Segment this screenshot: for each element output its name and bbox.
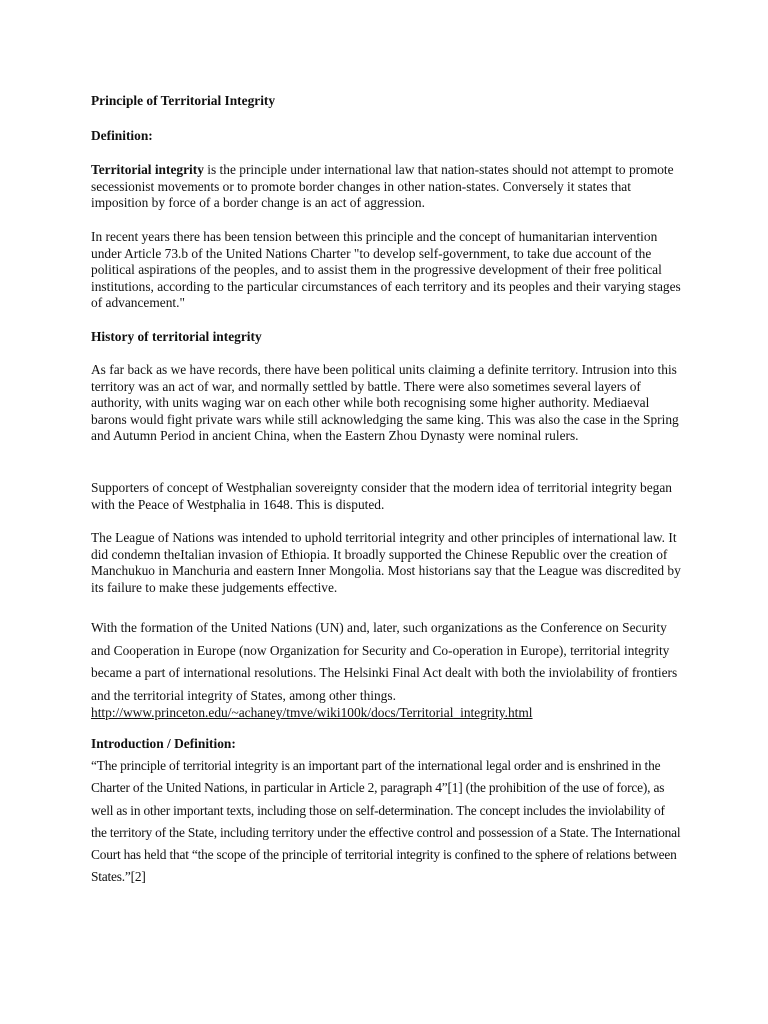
history-heading: History of territorial integrity (91, 329, 262, 344)
history-paragraph: As far back as we have records, there have been political units claiming a definite territory. Intrusion into this territory was an act of war, and normally settled by battle. There were also sometimes several layers of authority, with units waging war on each other while both recognising some higher authority. Mediaeval barons would fight private wars while still acknowledging the same king. This was also the case in the Spring and Autumn Period in ancient China, when the Eastern Zhou Dynasty were nominal rulers. (91, 362, 679, 444)
humanitarian-intervention-paragraph: In recent years there has been tension between this principle and the concept of humanitarian intervention under Article 73.b of the United Nations Charter "to develop self-government, to take due account of the political aspirations of the peoples, and to assist them in the progressive development of their free political institutions, according to the particular circumstances of each territory and its peoples and their varying stages of advancement." (91, 229, 681, 311)
introduction-heading: Introduction / Definition: (91, 736, 236, 751)
league-of-nations-paragraph: The League of Nations was intended to uphold territorial integrity and other principles of international law. It did condemn theItalian invasion of Ethiopia. It broadly supported the Chinese Republic over the creation of Manchukuo in Manchuria and eastern Inner Mongolia. Most historians say that the League was discredited by its failure to make these judgements effective. (91, 530, 681, 595)
definition-heading: Definition: (91, 128, 153, 143)
defined-term: Territorial integrity (91, 162, 204, 177)
definition-text: is the principle under international law that nation-states should not attempt to promote secessionist movements or to promote border changes in other nation-states. Conversely it states that imposition by force of a border change is an act of aggression. (91, 162, 674, 211)
definition-paragraph (91, 162, 681, 212)
united-nations-paragraph: With the formation of the United Nations (UN) and, later, such organizations as the Conference on Security and Cooperation in Europe (now Organization for Security and Co-operation in Europe), territorial integrity became a part of international resolutions. The Helsinki Final Act dealt with both the inviolability of frontiers and the territorial integrity of States, among other things. (91, 620, 678, 703)
source-link[interactable]: http://www.princeton.edu/~achaney/tmve/wiki100k/docs/Territorial_integrity.html (91, 705, 533, 720)
document-title: Principle of Territorial Integrity (91, 93, 276, 108)
introduction-paragraph: “The principle of territorial integrity is an important part of the international legal order and is enshrined in the Charter of the United Nations, in particular in Article 2, paragraph 4”[1] (the prohibition of the use of force), as well as in other important texts, including those on self-determination. The concept includes the inviolability of the territory of the State, including territory under the effective control and possession of a State. The International Court has held that “the scope of the principle of territorial integrity is confined to the sphere of relations between States.”[2] (91, 758, 681, 885)
westphalia-paragraph: Supporters of concept of Westphalian sovereignty consider that the modern idea of territorial integrity began with the Peace of Westphalia in 1648. This is disputed. (91, 480, 672, 512)
